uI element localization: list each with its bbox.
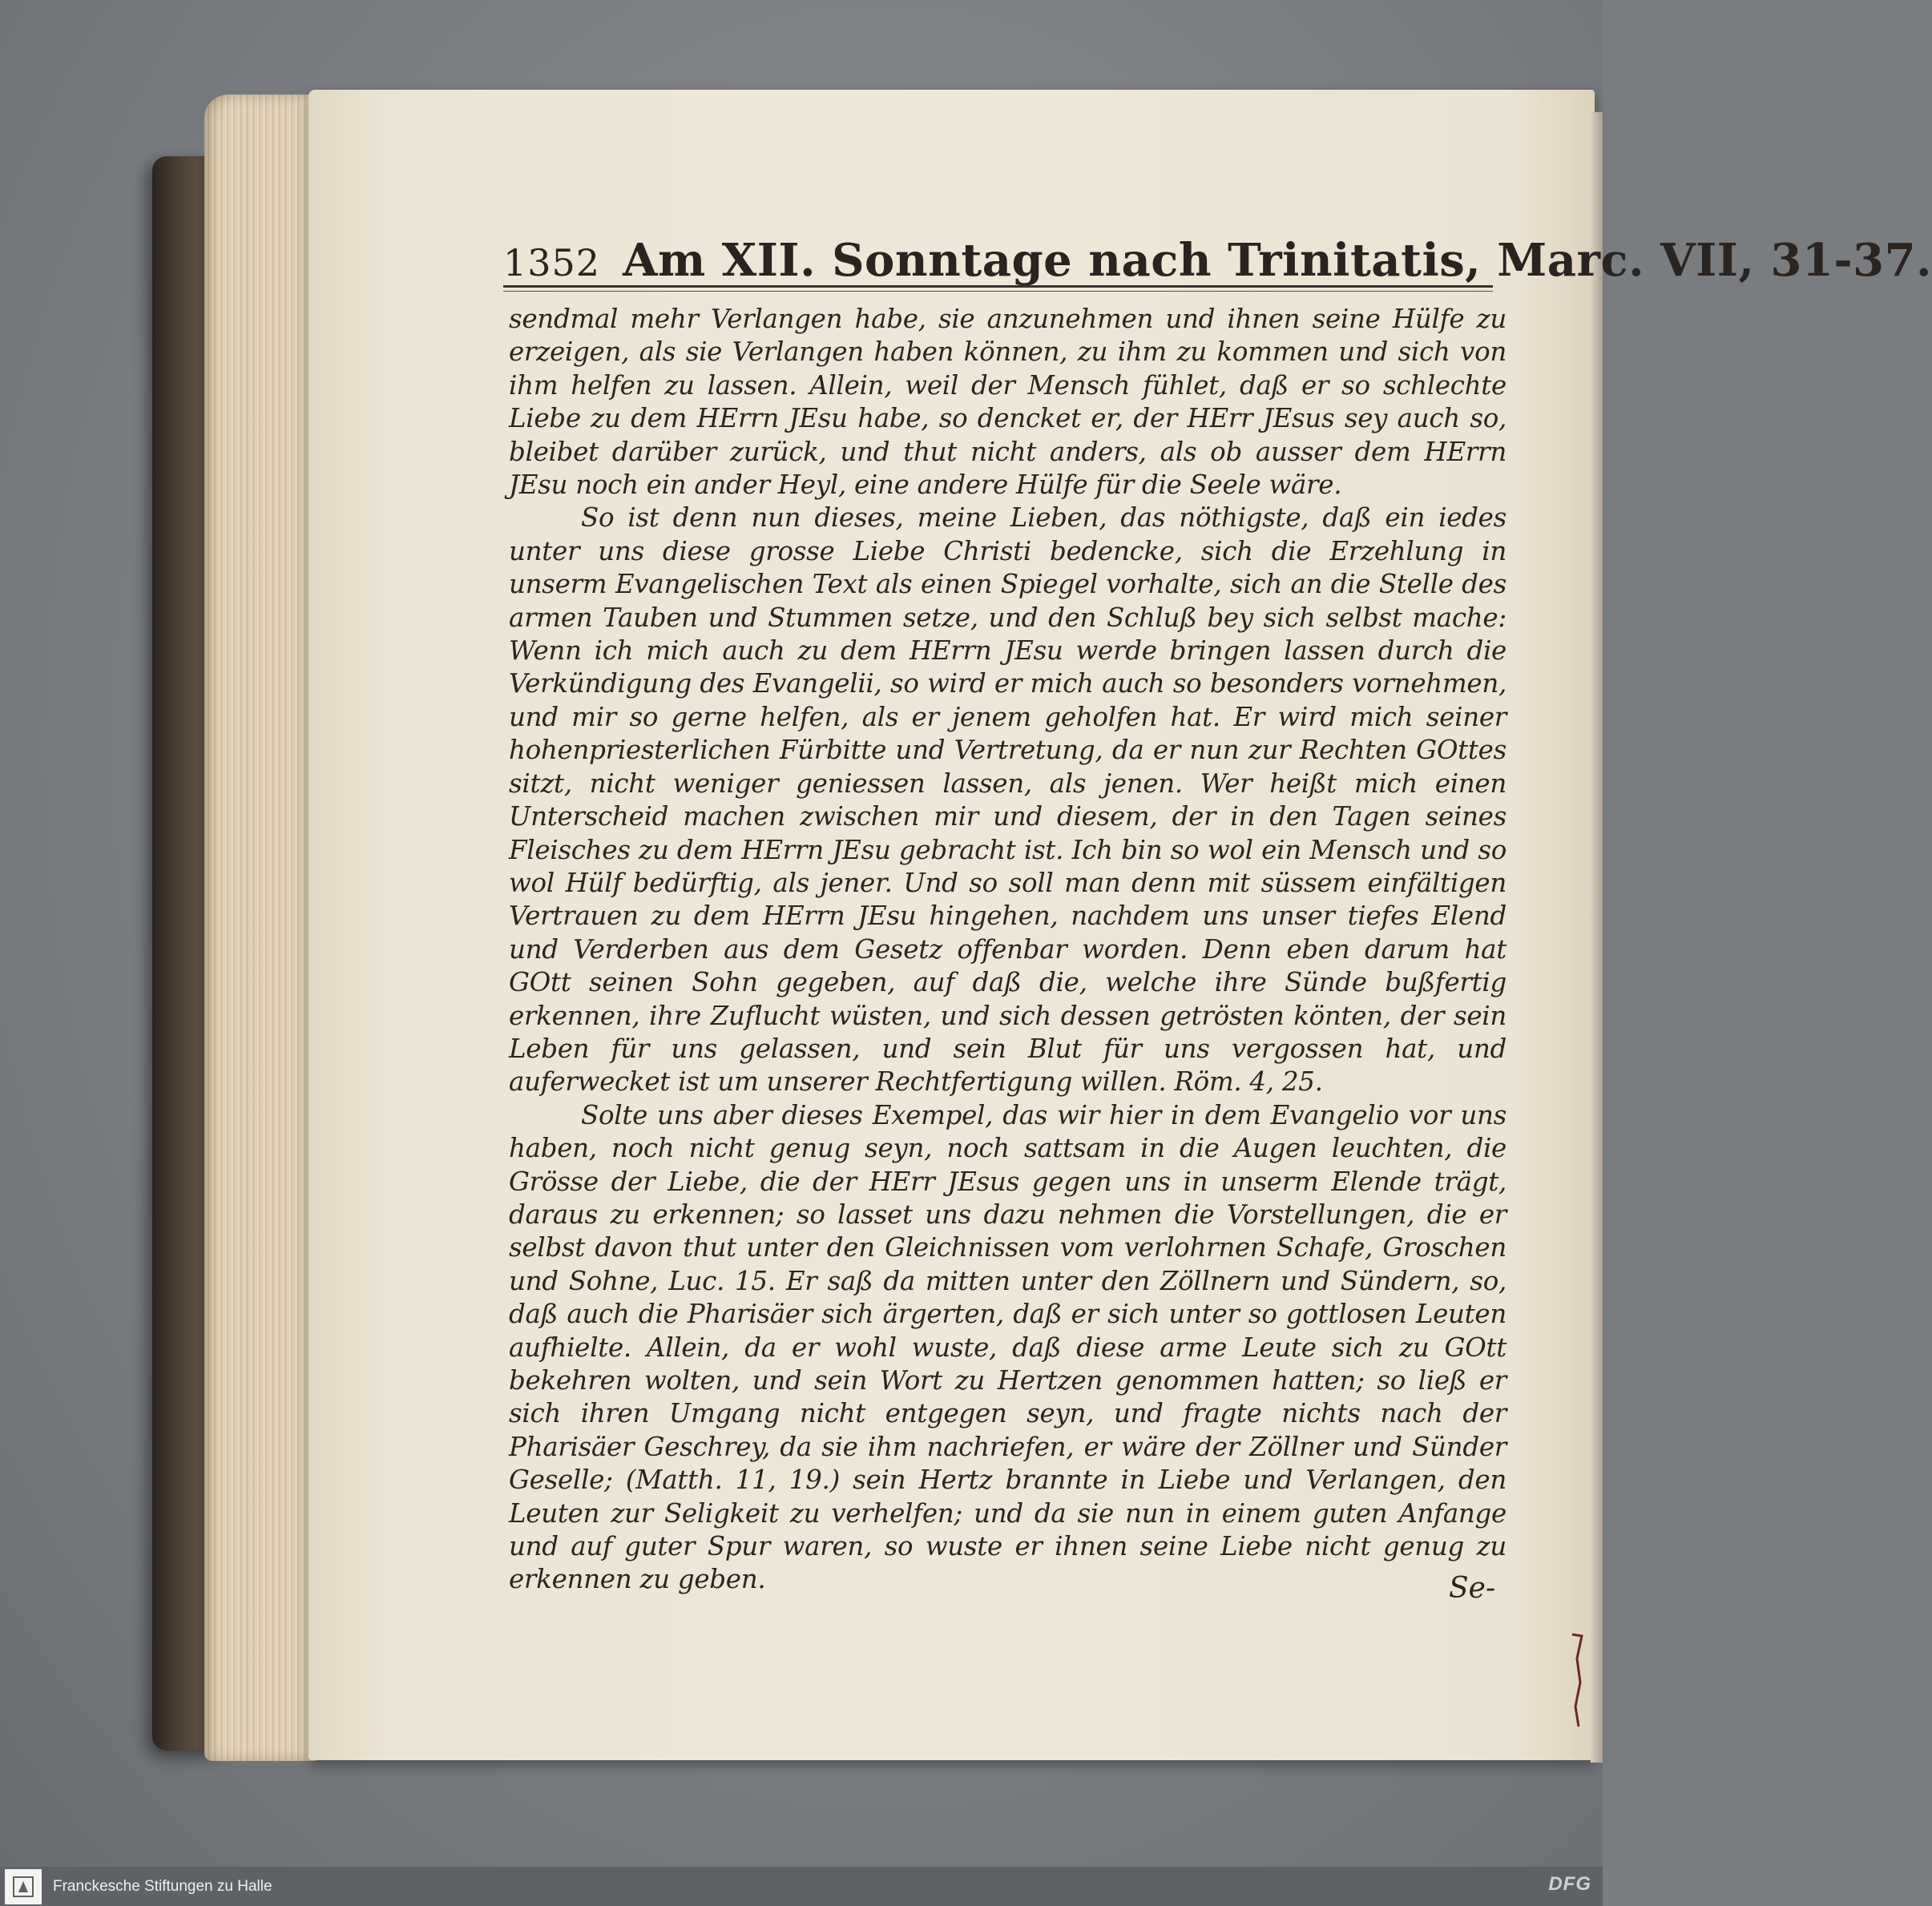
running-head-title: Am XII. Sonntage nach Trinitatis, Marc. VII, 31-37. xyxy=(623,234,1932,287)
ink-mark-icon xyxy=(1569,1626,1585,1731)
dfg-logo: DFG xyxy=(1548,1873,1591,1895)
page-number: 1352 xyxy=(503,241,601,284)
header-rule-thin xyxy=(503,291,1493,292)
paragraph-2: So ist denn nun dieses, meine Lieben, das nöthigste, daß ein iedes unter uns diese grosse Liebe Christi bedencke, sich die Erzehlung in unserm Evangelischen Text als einen Spiegel vorhalte, sich an die Stelle des armen Tauben und Stummen setze, und den Schluß bey sich selbst mache: Wenn ich mich auch zu dem HErrn JEsu werde bringen lassen durch die Verkündigung des Evangelii, so wird er mich auch so besonders vornehmen, und mir so gerne helfen, als er jenem geholfen hat. Er wird mich seiner hohenpriesterlichen Fürbitte und Vertretung, da er nun zur Rechten GOttes sitzt, nicht weniger geniessen lassen, als jenen. Wer heißt mich einen Unterscheid machen zwischen mir und diesem, der in den Tagen seines Fleisches zu dem HErrn JEsu gebracht ist. Ich bin so wol ein Mensch und so wol Hülf bedürftig, als jener. Und so soll man denn mit süssem einfältigen Vertrauen zu dem HErrn JEsu hingehen, nachdem uns unser tiefes Elend und Verderben aus dem Gesetz offenbar worden. Denn eben darum hat GOtt seinen Sohn gegeben, auf daß die, welche ihre Sünde bußfertig erkennen, ihre Zuflucht wüsten, und sich dessen getrösten könten, der sein Leben für uns gelassen, und sein Blut für uns vergossen hat, und auferwecket ist um unserer Rechtfertigung willen. Röm. 4, 25. xyxy=(509,502,1506,1098)
paragraph-3: Solte uns aber dieses Exempel, das wir hier in dem Evangelio vor uns haben, noch nicht genug seyn, noch sattsam in die Augen leuchten, die Grösse der Liebe, die der HErr JEsus gegen uns in unserm Elende trägt, daraus zu erkennen; so lasset uns dazu nehmen die Vorstellungen, die er selbst davon thut unter den Gleichnissen vom verlohrnen Schafe, Groschen und Sohne, Luc. 15. Er saß da mitten unter den Zöllnern und Sündern, so, daß auch die Pharisäer sich ärgerten, daß er sich unter so gottlosen Leuten aufhielte. Allein, da er wohl wuste, daß diese arme Leute sich zu GOtt bekehren wolten, und sein Wort zu Hertzen genommen hatten; so ließ er sich ihren Umgang nicht entgegen seyn, und fragte nichts nach der Pharisäer Geschrey, da sie ihm nachriefen, er wäre der Zöllner und Sünder Geselle; (Matth. 11, 19.) sein Hertz brannte in Liebe und Verlangen, den Leuten zur Seligkeit zu verhelfen; und da sie nun in einem guten Anfange und auf guter Spur waren, so wuste er ihnen seine Liebe nicht genug zu erkennen zu geben. xyxy=(509,1099,1506,1595)
facing-page-edge xyxy=(1591,112,1603,1763)
institution-name: Franckesche Stiftungen zu Halle xyxy=(53,1877,272,1895)
header-rule xyxy=(503,285,1493,288)
page-edges xyxy=(204,95,317,1761)
running-head xyxy=(503,234,1932,292)
paragraph-1: sendmal mehr Verlangen habe, sie anzunehmen und ihnen seine Hülfe zu erzeigen, als sie Verlangen haben können, zu ihm zu kommen und sich von ihm helfen zu lassen. Allein, weil der Mensch fühlet, daß er so schlechte Liebe zu dem HErrn JEsu habe, so dencket er, der HErr JEsus sey auch so, bleibet darüber zurück, und thut nicht anders, als ob ausser dem HErrn JEsu noch ein ander Heyl, eine andere Hülfe für die Seele wäre. xyxy=(509,304,1506,501)
viewer-footer xyxy=(0,1867,1603,1906)
body-text xyxy=(509,303,1506,1597)
institution-logo-icon xyxy=(5,1869,42,1904)
catchword: Se- xyxy=(1449,1572,1496,1605)
